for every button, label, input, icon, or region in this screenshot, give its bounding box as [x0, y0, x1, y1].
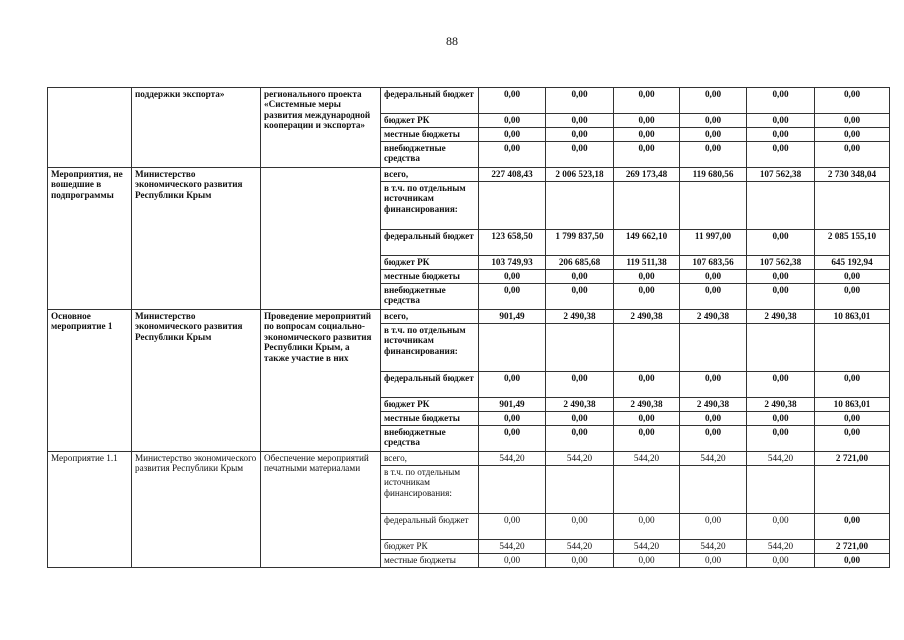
- cell-value: 0,00: [680, 114, 747, 128]
- cell-value: 1 799 837,50: [546, 230, 614, 256]
- cell-value: [546, 466, 614, 514]
- cell-value: 0,00: [747, 554, 815, 568]
- cell-value: 0,00: [815, 412, 890, 426]
- cell-source: внебюджетные средства: [381, 426, 479, 452]
- cell-value: 544,20: [614, 540, 680, 554]
- cell-value: 0,00: [479, 128, 546, 142]
- cell-value: 0,00: [614, 514, 680, 540]
- cell-value: 0,00: [614, 88, 680, 114]
- cell-value: 0,00: [546, 514, 614, 540]
- cell-value: [479, 182, 546, 230]
- cell-value: 0,00: [479, 270, 546, 284]
- cell-source: бюджет РК: [381, 256, 479, 270]
- cell-value: 0,00: [614, 284, 680, 310]
- cell-value: 0,00: [747, 284, 815, 310]
- cell-value: 2 730 348,04: [815, 168, 890, 182]
- table-row: [48, 452, 890, 466]
- cell-value: 11 997,00: [680, 230, 747, 256]
- cell-measure: Обеспечение мероприятий печатными материалами: [261, 452, 381, 568]
- cell-value: 0,00: [479, 114, 546, 128]
- table-row: [48, 310, 890, 324]
- cell-value: 2 006 523,18: [546, 168, 614, 182]
- cell-value: 544,20: [546, 452, 614, 466]
- cell-value: 0,00: [546, 554, 614, 568]
- page-number: 88: [446, 34, 458, 48]
- cell-value: 0,00: [546, 372, 614, 398]
- cell-value: 0,00: [747, 372, 815, 398]
- cell-value: [546, 324, 614, 372]
- cell-value: 0,00: [815, 284, 890, 310]
- cell-value: [546, 182, 614, 230]
- cell-value: 2 490,38: [614, 310, 680, 324]
- cell-value: 0,00: [747, 114, 815, 128]
- cell-value: [680, 466, 747, 514]
- cell-measure: регионального проекта «Системные меры развития международной кооперации и экспорта»: [261, 88, 381, 168]
- cell-value: 544,20: [546, 540, 614, 554]
- cell-value: 0,00: [546, 114, 614, 128]
- cell-source: в т.ч. по отдельным источникам финансирования:: [381, 324, 479, 372]
- cell-source: местные бюджеты: [381, 554, 479, 568]
- cell-value: 107 683,56: [680, 256, 747, 270]
- cell-value: 544,20: [479, 540, 546, 554]
- cell-value: [815, 324, 890, 372]
- cell-value: 544,20: [680, 452, 747, 466]
- cell-value: 0,00: [680, 142, 747, 168]
- cell-value: 0,00: [614, 128, 680, 142]
- cell-value: [614, 324, 680, 372]
- cell-value: [680, 324, 747, 372]
- cell-executor: Министерство экономического развития Республики Крым: [132, 168, 261, 310]
- cell-value: 0,00: [680, 284, 747, 310]
- cell-value: 0,00: [747, 412, 815, 426]
- cell-value: [815, 182, 890, 230]
- cell-value: 0,00: [815, 114, 890, 128]
- cell-source: внебюджетные средства: [381, 284, 479, 310]
- cell-value: 544,20: [680, 540, 747, 554]
- cell-source: федеральный бюджет: [381, 230, 479, 256]
- cell-value: 0,00: [815, 270, 890, 284]
- cell-value: 0,00: [614, 412, 680, 426]
- cell-value: 0,00: [747, 270, 815, 284]
- cell-value: 0,00: [815, 554, 890, 568]
- cell-value: 119 680,56: [680, 168, 747, 182]
- cell-value: 0,00: [614, 372, 680, 398]
- cell-value: 0,00: [614, 270, 680, 284]
- cell-value: 0,00: [747, 142, 815, 168]
- cell-value: 901,49: [479, 310, 546, 324]
- cell-value: [815, 466, 890, 514]
- cell-value: 0,00: [680, 426, 747, 452]
- cell-value: 0,00: [815, 88, 890, 114]
- cell-source: в т.ч. по отдельным источникам финансирования:: [381, 182, 479, 230]
- cell-value: 0,00: [747, 88, 815, 114]
- cell-value: 544,20: [747, 540, 815, 554]
- cell-value: 119 511,38: [614, 256, 680, 270]
- cell-executor: поддержки экспорта»: [132, 88, 261, 168]
- cell-value: 901,49: [479, 398, 546, 412]
- cell-source: всего,: [381, 168, 479, 182]
- cell-value: [614, 466, 680, 514]
- cell-value: 0,00: [479, 372, 546, 398]
- cell-value: 2 490,38: [680, 310, 747, 324]
- cell-value: [680, 182, 747, 230]
- cell-status: Основное мероприятие 1: [48, 310, 132, 452]
- cell-value: [747, 466, 815, 514]
- cell-value: 0,00: [479, 142, 546, 168]
- cell-value: 544,20: [747, 452, 815, 466]
- cell-value: 2 490,38: [614, 398, 680, 412]
- cell-value: 0,00: [479, 88, 546, 114]
- cell-value: [479, 466, 546, 514]
- cell-measure: [261, 168, 381, 310]
- cell-value: 0,00: [614, 554, 680, 568]
- cell-value: 0,00: [680, 270, 747, 284]
- cell-value: [747, 182, 815, 230]
- cell-status: Мероприятия, не вошедшие в подпрограммы: [48, 168, 132, 310]
- cell-value: 0,00: [680, 372, 747, 398]
- cell-value: 0,00: [815, 514, 890, 540]
- budget-table: [47, 87, 890, 568]
- cell-source: внебюджетные средства: [381, 142, 479, 168]
- cell-value: 2 490,38: [546, 398, 614, 412]
- cell-value: 0,00: [479, 284, 546, 310]
- cell-value: 0,00: [614, 142, 680, 168]
- cell-value: 2 085 155,10: [815, 230, 890, 256]
- cell-value: 107 562,38: [747, 256, 815, 270]
- cell-value: 10 863,01: [815, 310, 890, 324]
- cell-source: бюджет РК: [381, 114, 479, 128]
- cell-value: 10 863,01: [815, 398, 890, 412]
- cell-source: бюджет РК: [381, 398, 479, 412]
- cell-value: 0,00: [479, 554, 546, 568]
- cell-value: 0,00: [680, 128, 747, 142]
- cell-value: 0,00: [680, 412, 747, 426]
- cell-value: 0,00: [546, 284, 614, 310]
- cell-value: 0,00: [546, 270, 614, 284]
- cell-value: 2 490,38: [747, 310, 815, 324]
- cell-value: 0,00: [815, 142, 890, 168]
- cell-value: [479, 324, 546, 372]
- cell-value: [747, 324, 815, 372]
- cell-value: 0,00: [815, 426, 890, 452]
- cell-value: 0,00: [680, 554, 747, 568]
- cell-status: [48, 88, 132, 168]
- cell-value: 206 685,68: [546, 256, 614, 270]
- table-row: [48, 88, 890, 114]
- cell-source: в т.ч. по отдельным источникам финансирования:: [381, 466, 479, 514]
- cell-source: местные бюджеты: [381, 412, 479, 426]
- cell-value: 0,00: [747, 426, 815, 452]
- cell-executor: Министерство экономического развития Республики Крым: [132, 452, 261, 568]
- cell-value: 0,00: [815, 128, 890, 142]
- cell-value: 2 490,38: [680, 398, 747, 412]
- cell-source: федеральный бюджет: [381, 514, 479, 540]
- cell-value: 0,00: [747, 128, 815, 142]
- cell-value: 2 490,38: [546, 310, 614, 324]
- cell-value: 0,00: [614, 426, 680, 452]
- cell-source: бюджет РК: [381, 540, 479, 554]
- cell-value: 149 662,10: [614, 230, 680, 256]
- cell-value: 645 192,94: [815, 256, 890, 270]
- cell-value: 227 408,43: [479, 168, 546, 182]
- cell-value: 2 490,38: [747, 398, 815, 412]
- cell-source: всего,: [381, 452, 479, 466]
- cell-value: 544,20: [479, 452, 546, 466]
- cell-executor: Министерство экономического развития Республики Крым: [132, 310, 261, 452]
- cell-source: федеральный бюджет: [381, 88, 479, 114]
- cell-value: 107 562,38: [747, 168, 815, 182]
- cell-value: 0,00: [546, 412, 614, 426]
- cell-value: 0,00: [614, 114, 680, 128]
- cell-source: местные бюджеты: [381, 128, 479, 142]
- cell-measure: Проведение мероприятий по вопросам социально-экономического развития Республики Крым, а также участие в них: [261, 310, 381, 452]
- cell-value: 0,00: [546, 426, 614, 452]
- cell-value: 0,00: [479, 412, 546, 426]
- cell-value: 123 658,50: [479, 230, 546, 256]
- cell-value: 2 721,00: [815, 540, 890, 554]
- cell-value: 544,20: [614, 452, 680, 466]
- table-row: [48, 168, 890, 182]
- cell-value: 269 173,48: [614, 168, 680, 182]
- cell-value: 2 721,00: [815, 452, 890, 466]
- cell-value: 0,00: [815, 372, 890, 398]
- cell-source: местные бюджеты: [381, 270, 479, 284]
- cell-value: 0,00: [546, 128, 614, 142]
- cell-value: [614, 182, 680, 230]
- cell-value: 0,00: [546, 88, 614, 114]
- cell-value: 0,00: [546, 142, 614, 168]
- cell-value: 0,00: [479, 426, 546, 452]
- cell-value: 103 749,93: [479, 256, 546, 270]
- cell-source: федеральный бюджет: [381, 372, 479, 398]
- cell-status: Мероприятие 1.1: [48, 452, 132, 568]
- cell-value: 0,00: [680, 514, 747, 540]
- cell-value: 0,00: [479, 514, 546, 540]
- cell-value: 0,00: [680, 88, 747, 114]
- cell-value: 0,00: [747, 230, 815, 256]
- cell-value: 0,00: [747, 514, 815, 540]
- cell-source: всего,: [381, 310, 479, 324]
